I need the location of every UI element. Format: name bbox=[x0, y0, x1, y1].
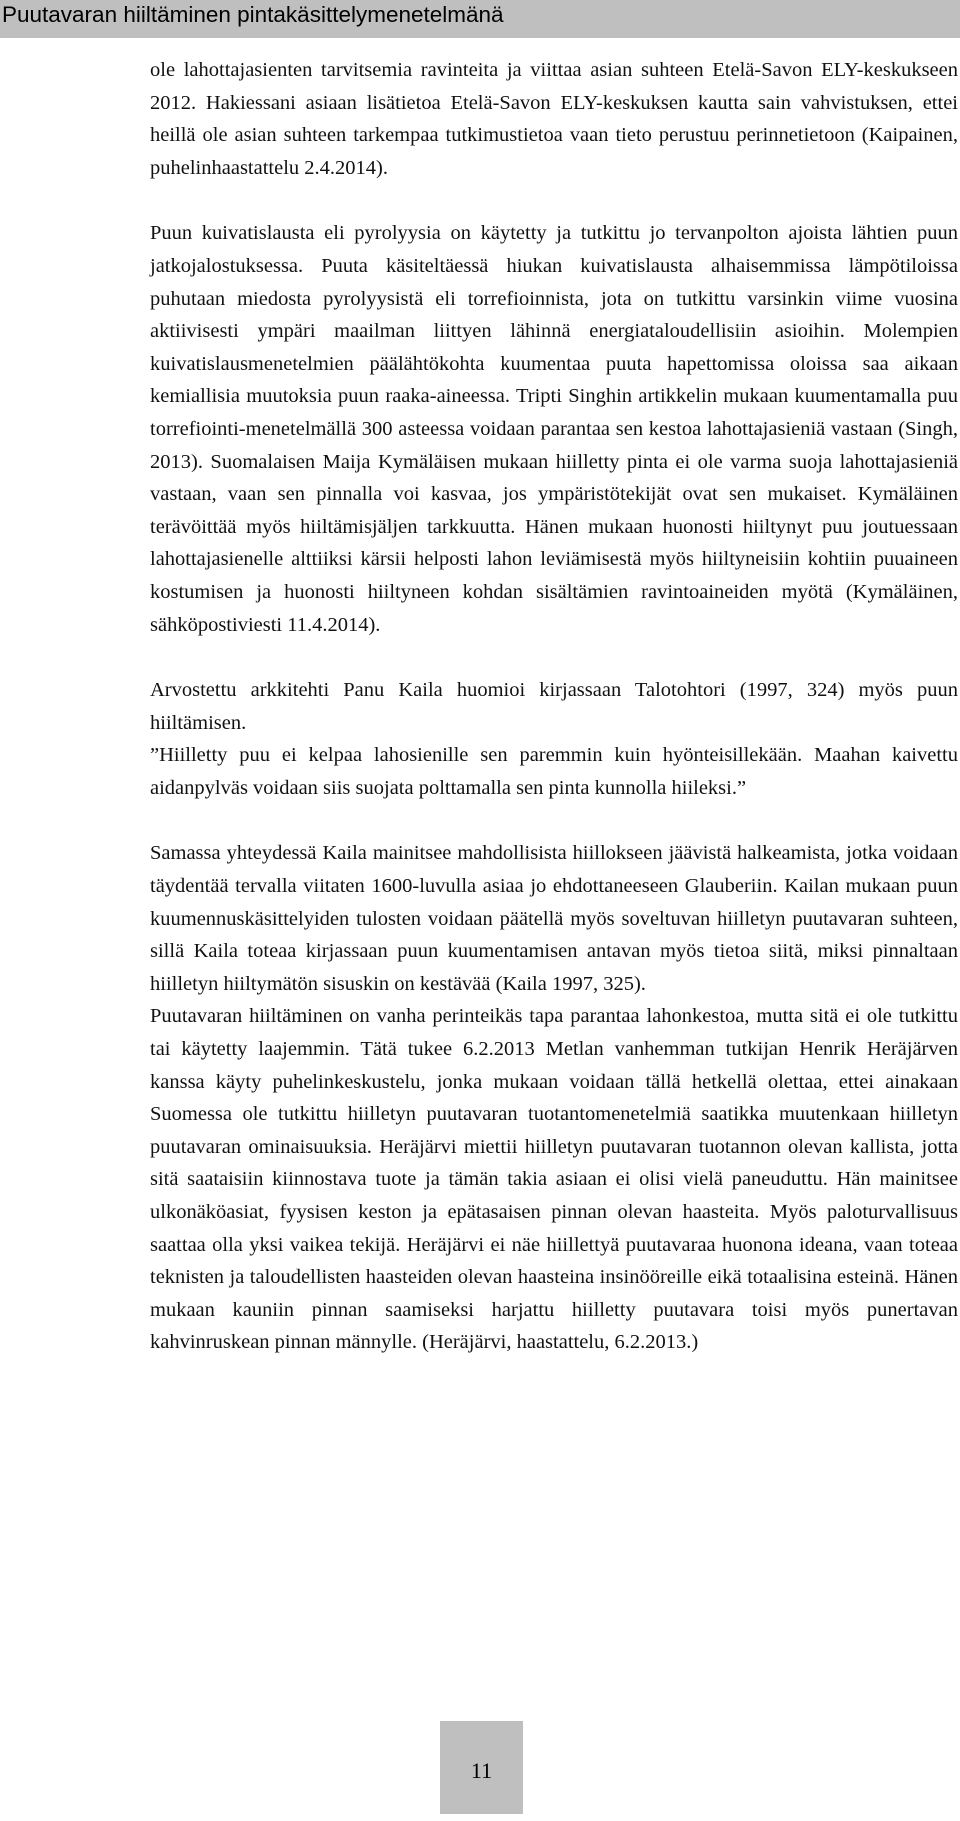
body-paragraph: Puun kuivatislausta eli pyrolyysia on käytetty ja tutkittu jo tervanpolton ajoista lähtien puun jatkojalostuksessa. Puuta käsiteltäessä hiukan kuivatislausta alhaisemmissa lämpötiloissa puhutaan miedosta pyrolyysistä eli torrefioinnista, jota on tutkittu varsinkin viime vuosina aktiivisesti ympäri maailman liittyen lähinnä energiataloudellisiin asioihin. Molempien kuivatislausmenetelmien päälähtökohta kuumentaa puuta hapettomissa oloissa saa aikaan kemiallisia muutoksia puun raaka-aineessa. Tripti Singhin artikkelin mukaan kuumentamalla puu torrefiointi-menetelmällä 300 asteessa voidaan parantaa sen kestoa lahottajasieniä vastaan (Singh, 2013). Suomalaisen Maija Kymäläisen mukaan hiilletty pinta ei ole varma suoja lahottajasieniä vastaan, vaan sen pinnalla voi kasvaa, jos ympäristötekijät ovat sen mukaiset. Kymäläinen terävöittää myös hiiltämisjäljen tarkkuutta. Hänen mukaan huonosti hiiltynyt puu joutuessaan lahottajasienelle alttiiksi kärsii helposti lahon leviämisestä myös hiiltyneisiin kohtiin puuaineen kostumisen ja huonosti hiiltyneen kohdan sisältämien ravintoaineiden myötä (Kymäläinen, sähköpostiviesti 11.4.2014). bbox=[150, 222, 958, 636]
page-body bbox=[150, 54, 958, 1359]
body-paragraph: Samassa yhteydessä Kaila mainitsee mahdollisista hiillokseen jäävistä halkeamista, jotka voidaan täydentää tervalla viitaten 1600-luvulla asiaa jo ehdottaneeseen Glauberiin. Kailan mukaan puun kuumennuskäsittelyiden tulosten voidaan päätellä myös soveltuvan hiilletyn puutavaran suhteen, sillä Kaila toteaa kirjassaan puun kuumentamisen antavan myös tietoa siitä, miksi pinnaltaan hiilletyn hiiltymätön sisuskin on kestävää (Kaila 1997, 325). bbox=[150, 842, 958, 995]
paragraph-spacer bbox=[150, 641, 958, 674]
body-paragraph: Arvostettu arkkitehti Panu Kaila huomioi kirjassaan Talotohtori (1997, 324) myös puun hiiltämisen. bbox=[150, 679, 958, 734]
block-quotation: ”Hiilletty puu ei kelpaa lahosienille sen paremmin kuin hyönteisillekään. Maahan kaivettu aidanpylväs voidaan siis suojata polttamalla sen pinta kunnolla hiileksi.” bbox=[150, 744, 958, 799]
paragraph-spacer bbox=[150, 804, 958, 837]
paragraph-spacer bbox=[150, 184, 958, 217]
page-number-box bbox=[440, 1721, 523, 1814]
body-paragraph: Puutavaran hiiltäminen on vanha perinteikäs tapa parantaa lahonkestoa, mutta sitä ei ole tutkittu tai käytetty laajemmin. Tätä tukee 6.2.2013 Metlan vanhemman tutkijan Henrik Heräjärven kanssa käyty puhelinkeskustelu, jonka mukaan voidaan tällä hetkellä olettaa, ettei ainakaan Suomessa ole tutkittu hiilletyn puutavaran tuotantomenetelmiä saatikka muutenkaan hiilletyn puutavaran ominaisuuksia. Heräjärvi miettii hiilletyn puutavaran tuotannon olevan kallista, jotta sitä saataisiin kiinnostava tuote ja tämän takia asiaan ei olisi vielä paneuduttu. Hän mainitsee ulkonäköasiat, fyysisen keston ja epätasaisen pinnan olevan haasteita. Myös paloturvallisuus saattaa olla yksi vaikea tekijä. Heräjärvi ei näe hiillettyä puutavaraa huonona ideana, vaan toteaa teknisten ja taloudellisten haasteiden olevan haasteina insinööreille eikä totaalisina esteinä. Hänen mukaan kauniin pinnan saamiseksi harjattu hiilletty puutavara toisi myös punertavan kahvinruskean pinnan männylle. (Heräjärvi, haastattelu, 6.2.2013.) bbox=[150, 1005, 958, 1354]
body-paragraph: ole lahottajasienten tarvitsemia ravinteita ja viittaa asian suhteen Etelä-Savon ELY-keskukseen 2012. Hakiessani asiaan lisätietoa Etelä-Savon ELY-keskuksen kautta sain vahvistuksen, ettei heillä ole asian suhteen tarkempaa tutkimustietoa vaan tieto perustuu perinnetietoon (Kaipainen, puhelinhaastattelu 2.4.2014). bbox=[150, 59, 958, 179]
page-number: 11 bbox=[470, 1758, 493, 1783]
document-title: Puutavaran hiiltäminen pintakäsittelymenetelmänä bbox=[2, 2, 504, 27]
running-header bbox=[0, 0, 960, 38]
